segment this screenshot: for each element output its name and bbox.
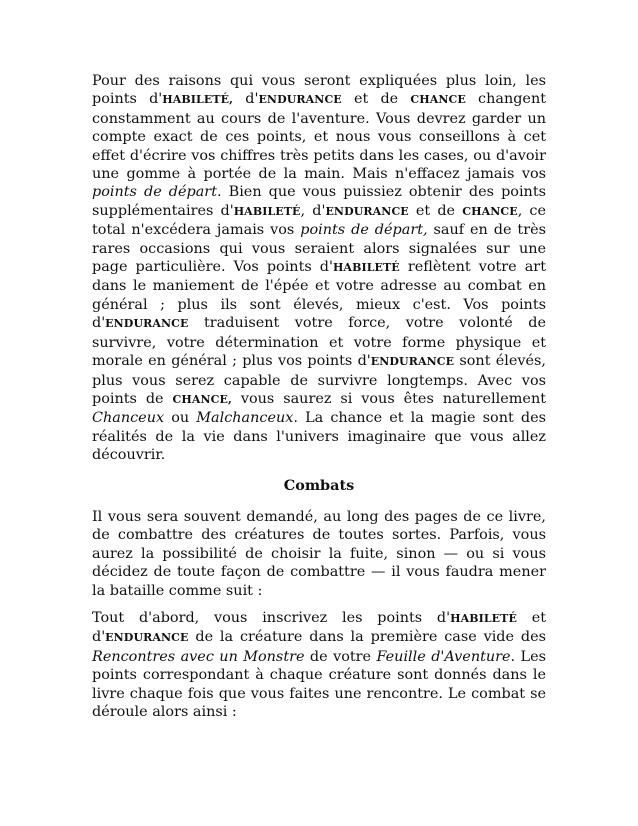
stat-endurance: ENDURANCE [105, 631, 189, 645]
text-run: vous saurez si vous êtes naturellement [231, 390, 546, 407]
text-run: traduisent votre force, votre volonté de survivre, votre détermination et votre forme physique et morale en général ; plus vos points d' [92, 315, 546, 370]
text-run: de la créature dans la première case vide des [188, 629, 546, 646]
stat-habilete: HABILETÉ [450, 611, 517, 625]
italic-term: Malchanceux [196, 410, 294, 427]
text-run: ou [164, 410, 197, 427]
section-heading: Combats [283, 476, 355, 494]
italic-term: Chanceux [92, 410, 165, 427]
paragraph-combat-intro [92, 508, 546, 600]
stat-chance: CHANCE [462, 204, 518, 218]
stat-habilete: HABILETÉ [332, 261, 400, 275]
text-run: . Les points correspondant à chaque créature sont donnés dans le livre chaque fois que vous faites une rencontre. Le combat se déroule alors ainsi : [92, 648, 547, 720]
text-run: reflètent votre art dans le maniement de l'épée et votre adresse au combat en général ; plus ils sont élevés, mieux c'est. Vos points d' [92, 259, 546, 332]
text-run: Il vous sera souvent demandé, au long des pages de ce livre, de combattre des créatures de toutes sortes. Parfois, vous aurez la possibilité de choisir la fuite, sinon — ou si vous décidez de toute façon de combattre — il vous faudra mener la bataille comme suit : [92, 508, 546, 599]
stat-endurance: ENDURANCE [105, 317, 189, 331]
text-run: , ce total n'excédera jamais vos [92, 202, 546, 239]
paragraph-points-explanation [92, 72, 546, 465]
stat-chance: CHANCE, [172, 392, 232, 406]
stat-habilete: HABILETÉ, [162, 93, 234, 107]
text-run: et d' [92, 609, 546, 646]
text-run: . La chance et la magie sont des réalités de la vie dans l'univers imaginaire que vous allez découvrir. [92, 410, 546, 464]
stat-habilete: HABILETÉ [233, 204, 301, 218]
text-run: Pour des raisons qui vous seront expliquées plus loin, les points d' [92, 73, 546, 108]
stat-endurance: ENDURANCE [258, 93, 342, 107]
text-run: et de [408, 202, 463, 219]
stat-endurance: ENDURANCE [325, 204, 409, 218]
text-run: , d' [300, 202, 326, 219]
text-run: sont élevés, plus vous serez capable de survivre longtemps. Avec vos points de [92, 353, 547, 407]
text-run: Tout d'abord, vous inscrivez les points d' [92, 609, 451, 626]
text-run: changent constamment au cours de l'aventure. Vous devrez garder un compte exact de ces points, et nous vous conseillons à cet effet d'écrire vos chiffres très petits dans les cases, ou d'avoir une gomme à portée de la main. Mais n'effacez jamais vos [92, 91, 546, 183]
stat-endurance: ENDURANCE [370, 355, 455, 369]
text-run: de votre [304, 648, 377, 665]
text-run: d' [233, 91, 259, 108]
paragraph-combat-setup [92, 609, 546, 721]
italic-term: Rencontres avec un Monstre [92, 648, 305, 665]
stat-chance: CHANCE [410, 93, 466, 107]
text-run: sauf en de très rares occasions qui vous seraient alors signalées sur une page particulière. Vos points d' [92, 222, 546, 276]
italic-term: points de départ [92, 184, 217, 201]
italic-term: points de départ, [300, 222, 428, 239]
document-page [92, 72, 546, 721]
text-run: . Bien que vous puissiez obtenir des points supplémentaires d' [92, 184, 546, 219]
text-run: et de [341, 91, 411, 108]
italic-term: Feuille d'Aventure [376, 648, 511, 665]
